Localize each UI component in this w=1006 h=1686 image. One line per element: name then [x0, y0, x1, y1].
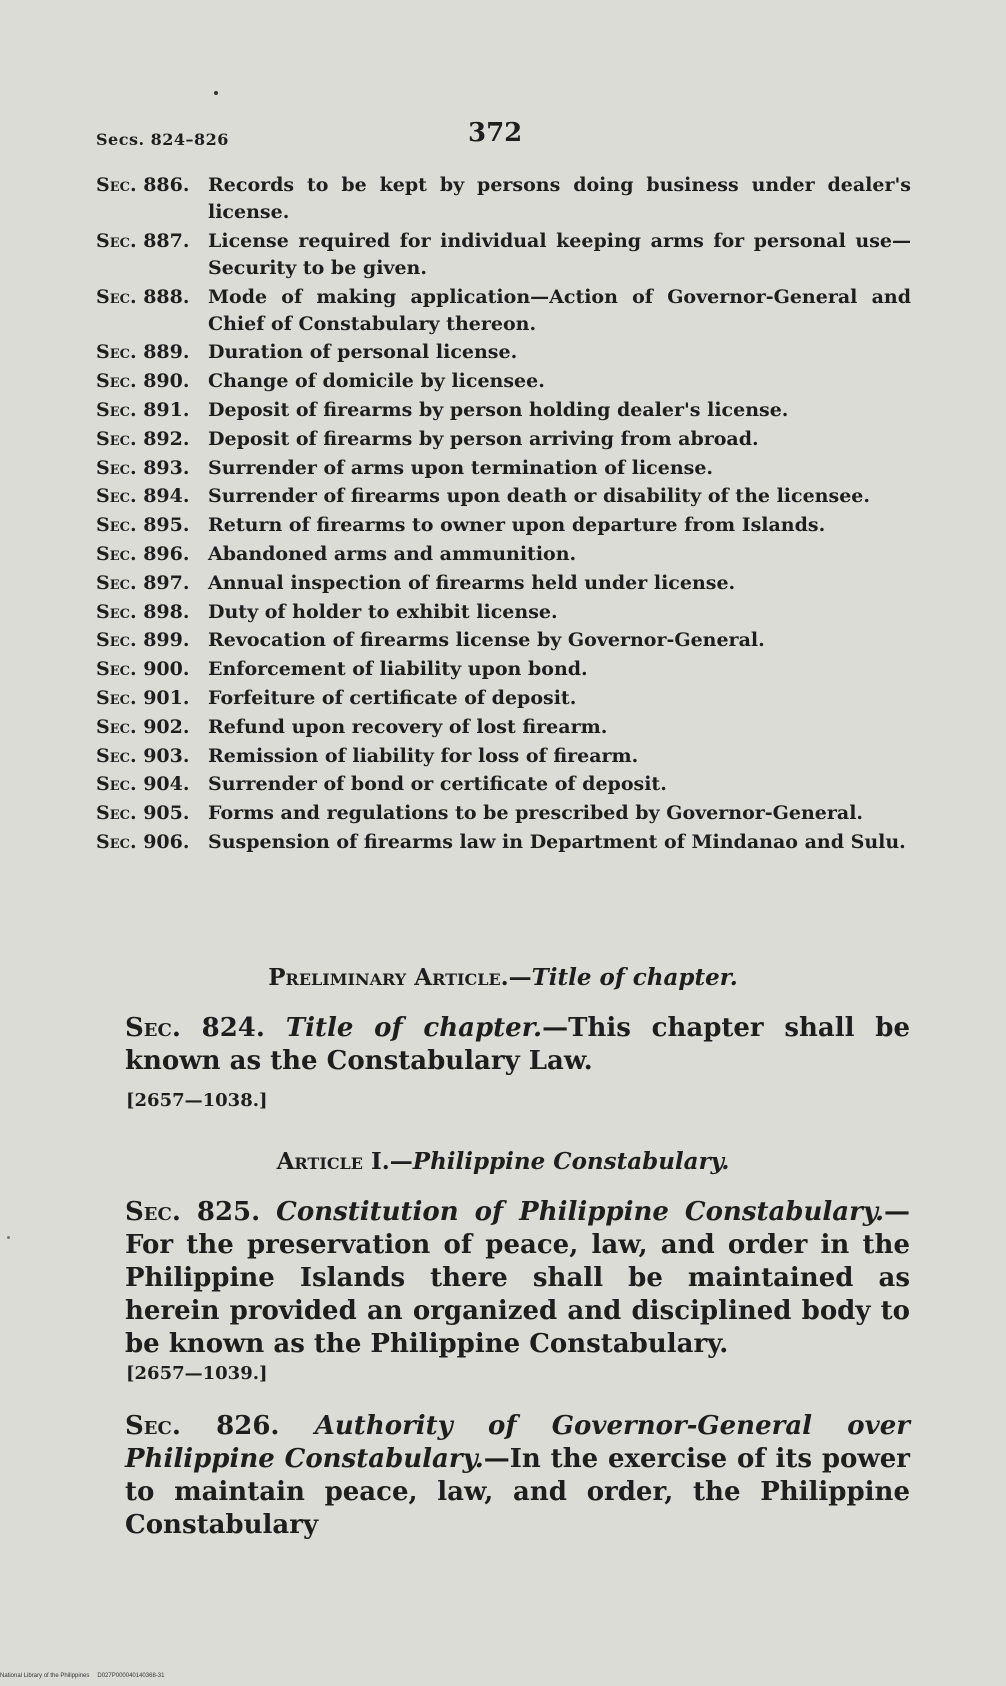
page-number: 372 [468, 118, 523, 148]
section-title: Surrender of firearms upon death or disability of the licensee. [208, 485, 870, 508]
section-title: License required for individual keeping arms for personal use—Security to be given. [208, 229, 911, 279]
heading-title: Title of chapter. [531, 964, 738, 991]
section-title: Deposit of firearms by person arriving from abroad. [208, 427, 759, 450]
section-list-item [96, 483, 911, 510]
citation: [2657—1038.] [126, 1090, 268, 1111]
section-number: Sec. 899. [96, 629, 190, 652]
section-number: Sec. 900. [96, 658, 190, 681]
section-title: Annual inspection of firearms held under license. [208, 571, 736, 594]
section-title: Surrender of bond or certificate of deposit. [208, 773, 667, 796]
section-number: Sec. 902. [96, 715, 190, 738]
section-824-paragraph [125, 1012, 910, 1078]
section-list-item [96, 228, 911, 282]
section-number: Sec. 888. [96, 285, 190, 308]
section-number: Sec. 893. [96, 456, 190, 479]
section-title: Enforcement of liability upon bond. [208, 658, 588, 681]
section-title: Revocation of firearms license by Governor-General. [208, 629, 765, 652]
running-head: Secs. 824–826 [96, 130, 229, 149]
section-list-item [96, 656, 911, 683]
section-list-item [96, 541, 911, 568]
section-title: Return of firearms to owner upon departure from Islands. [208, 514, 826, 537]
section-heading: Constitution of Philippine Constabulary. [276, 1197, 884, 1227]
section-number: Sec. 887. [96, 229, 190, 252]
section-list-item [96, 800, 911, 827]
section-title: Forms and regulations to be prescribed by Governor-General. [208, 802, 864, 825]
section-title: Remission of liability for loss of firearm. [208, 744, 639, 767]
section-number: Sec. 896. [96, 542, 190, 565]
citation: [2657—1039.] [126, 1363, 268, 1384]
section-list-item [96, 599, 911, 626]
section-list-item [96, 339, 911, 366]
section-number: Sec. 898. [96, 600, 190, 623]
section-label: Sec. 825. [125, 1197, 261, 1227]
section-text: —This chapter shall be known as the Constabulary Law. [125, 1013, 910, 1076]
section-number: Sec. 897. [96, 571, 190, 594]
section-number: Sec. 891. [96, 398, 190, 421]
section-heading: Authority of Governor-General over Philippine Constabulary. [125, 1411, 910, 1474]
section-title: Mode of making application—Action of Governor-General and Chief of Constabulary thereon. [208, 285, 911, 335]
section-list-item [96, 714, 911, 741]
section-title: Forfeiture of certificate of deposit. [208, 686, 577, 709]
section-list-item [96, 172, 911, 226]
section-label: Sec. 826. [125, 1411, 280, 1441]
section-text: —In the exercise of its power to maintain peace, law, and order, the Philippine Constabulary [125, 1444, 910, 1540]
section-list-item [96, 627, 911, 654]
scan-footer [0, 1673, 172, 1679]
section-list-item [96, 743, 911, 770]
section-text: — For the preservation of peace, law, and order in the Philippine Islands there shall be maintained as herein provided an organized and disciplined body to be known as the Philippine Constabulary. [125, 1197, 910, 1359]
section-list [96, 172, 911, 858]
footer-library: National Library of the Philippines [0, 1673, 90, 1679]
heading-title: Philippine Constabulary. [412, 1148, 730, 1175]
section-number: Sec. 890. [96, 370, 190, 393]
section-list-item [96, 397, 911, 424]
section-title: Records to be kept by persons doing business under dealer's license. [208, 174, 911, 223]
heading-label: Article I.— [276, 1148, 413, 1175]
section-title: Surrender of arms upon termination of license. [208, 456, 714, 479]
section-number: Sec. 895. [96, 514, 190, 537]
section-title: Deposit of firearms by person holding dealer's license. [208, 398, 789, 421]
section-title: Abandoned arms and ammunition. [208, 542, 577, 565]
section-826-paragraph [125, 1410, 910, 1542]
section-label: Sec. 824. [125, 1013, 265, 1043]
section-825-paragraph [125, 1196, 910, 1361]
section-number: Sec. 905. [96, 802, 190, 825]
section-list-item [96, 771, 911, 798]
section-number: Sec. 894. [96, 485, 190, 508]
section-list-item [96, 368, 911, 395]
section-list-item [96, 284, 911, 338]
section-list-item [96, 426, 911, 453]
section-list-item [96, 455, 911, 482]
section-number: Sec. 886. [96, 174, 190, 196]
section-number: Sec. 889. [96, 341, 190, 364]
section-number: Sec. 901. [96, 686, 190, 709]
footer-code: D027P000040140368-31 [97, 1673, 165, 1679]
article-1-heading [0, 1148, 1006, 1175]
section-title: Suspension of firearms law in Department of Mindanao and Sulu. [208, 830, 906, 853]
section-number: Sec. 906. [96, 830, 190, 853]
heading-label: Preliminary Article.— [268, 964, 532, 991]
section-title: Duration of personal license. [208, 341, 518, 364]
section-title: Duty of holder to exhibit license. [208, 600, 558, 623]
speck-mark [214, 91, 218, 95]
section-list-item [96, 829, 911, 856]
section-number: Sec. 892. [96, 427, 190, 450]
section-title: Change of domicile by licensee. [208, 370, 545, 393]
speck-mark [7, 1236, 10, 1239]
section-number: Sec. 904. [96, 773, 190, 796]
section-list-item [96, 570, 911, 597]
section-title: Refund upon recovery of lost firearm. [208, 715, 608, 738]
section-number: Sec. 903. [96, 744, 190, 767]
preliminary-article-heading [0, 964, 1006, 991]
section-list-item [96, 685, 911, 712]
section-list-item [96, 512, 911, 539]
section-heading: Title of chapter. [285, 1013, 543, 1043]
